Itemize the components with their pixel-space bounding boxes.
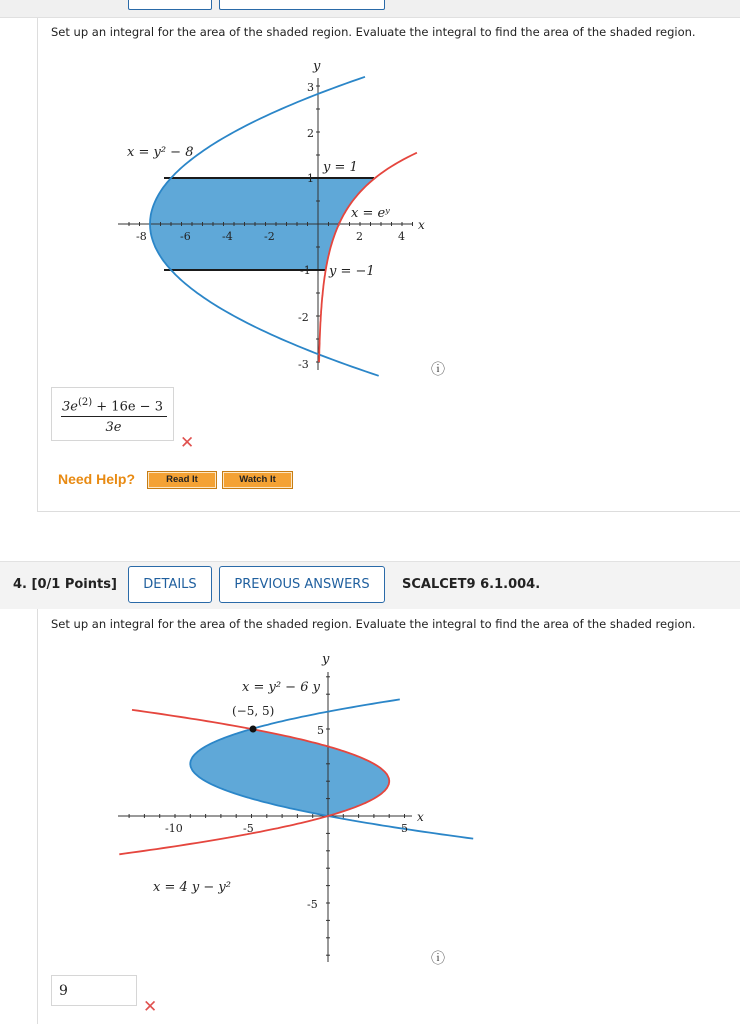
q3-line-top-label: y = 1: [323, 160, 358, 175]
q3-info-icon[interactable]: ⓘ: [431, 362, 445, 378]
q3-x-tick-label: -4: [222, 230, 233, 243]
q4-curve1-label: x = y² − 6 y: [242, 680, 320, 695]
q4-y-axis-label: y: [322, 652, 330, 667]
q3-x-axis-label: x: [418, 218, 425, 232]
q3-y-tick-label: -1: [300, 264, 311, 277]
q3-numerator-exp: (2): [77, 397, 93, 408]
q4-shaded-region: [190, 729, 389, 816]
q3-y-tick-label: 2: [307, 127, 314, 140]
q3-numerator-rest: + 16e − 3: [96, 399, 163, 415]
details-button[interactable]: DETAILS: [128, 566, 212, 603]
q4-x-axis-label: x: [417, 810, 424, 824]
q3-line-bottom-label: y = −1: [329, 264, 375, 279]
q4-curve2-label: x = 4 y − y²: [153, 880, 231, 895]
q4-course-code: SCALCET9 6.1.004.: [402, 577, 541, 592]
q4-point-label: (−5, 5): [232, 704, 275, 718]
q3-numerator-main: 3e: [62, 399, 78, 415]
q4-intersection-point: [250, 726, 257, 733]
q3-x-tick-label: -6: [180, 230, 191, 243]
q3-curve2-label: x = eʸ: [351, 206, 390, 221]
need-help-label: Need Help?: [58, 471, 136, 487]
q3-y-tick-label: 1: [307, 172, 314, 185]
q4-x-tick-label: -5: [243, 822, 254, 835]
q3-graph: [0, 0, 740, 400]
q3-x-tick-label: -2: [264, 230, 275, 243]
q4-wrong-icon: ✕: [143, 997, 158, 1017]
q3-y-tick-label: -2: [298, 311, 309, 324]
q3-x-tick-label: 2: [356, 230, 363, 243]
q3-curve1-label: x = y² − 8: [127, 145, 194, 160]
q3-y-tick-label: -3: [298, 358, 309, 371]
q3-fraction-bar: [61, 416, 167, 417]
q4-y-tick-label: 5: [317, 724, 324, 737]
q4-answer-field[interactable]: [51, 975, 137, 1006]
q4-answer-value: 9: [59, 983, 68, 999]
q4-points: 4. [0/1 Points]: [13, 577, 117, 592]
q3-prompt: Set up an integral for the area of the shaded region. Evaluate the integral to find the area of the shaded region.: [51, 25, 696, 39]
q3-answer-field[interactable]: [51, 387, 174, 441]
q4-graph: [0, 640, 740, 970]
q3-x-tick-label: 4: [398, 230, 405, 243]
q3-x-tick-label: -8: [136, 230, 147, 243]
q4-prompt: Set up an integral for the area of the shaded region. Evaluate the integral to find the area of the shaded region.: [51, 617, 696, 631]
q3-answer-denominator: 3e: [105, 420, 122, 435]
q4-y-tick-label: -5: [307, 898, 318, 911]
watch-it-button[interactable]: Watch It: [222, 471, 293, 489]
q3-wrong-icon: ✕: [180, 433, 195, 453]
q3-y-tick-label: 3: [307, 81, 314, 94]
read-it-button[interactable]: Read It: [147, 471, 217, 489]
q4-x-tick-label: -10: [165, 822, 183, 835]
q3-answer-numerator: [62, 397, 163, 414]
previous-answers-button[interactable]: PREVIOUS ANSWERS: [219, 566, 385, 603]
q3-y-axis-label: y: [313, 59, 321, 74]
q4-info-icon[interactable]: ⓘ: [431, 951, 445, 967]
q4-x-tick-label: 5: [401, 822, 408, 835]
